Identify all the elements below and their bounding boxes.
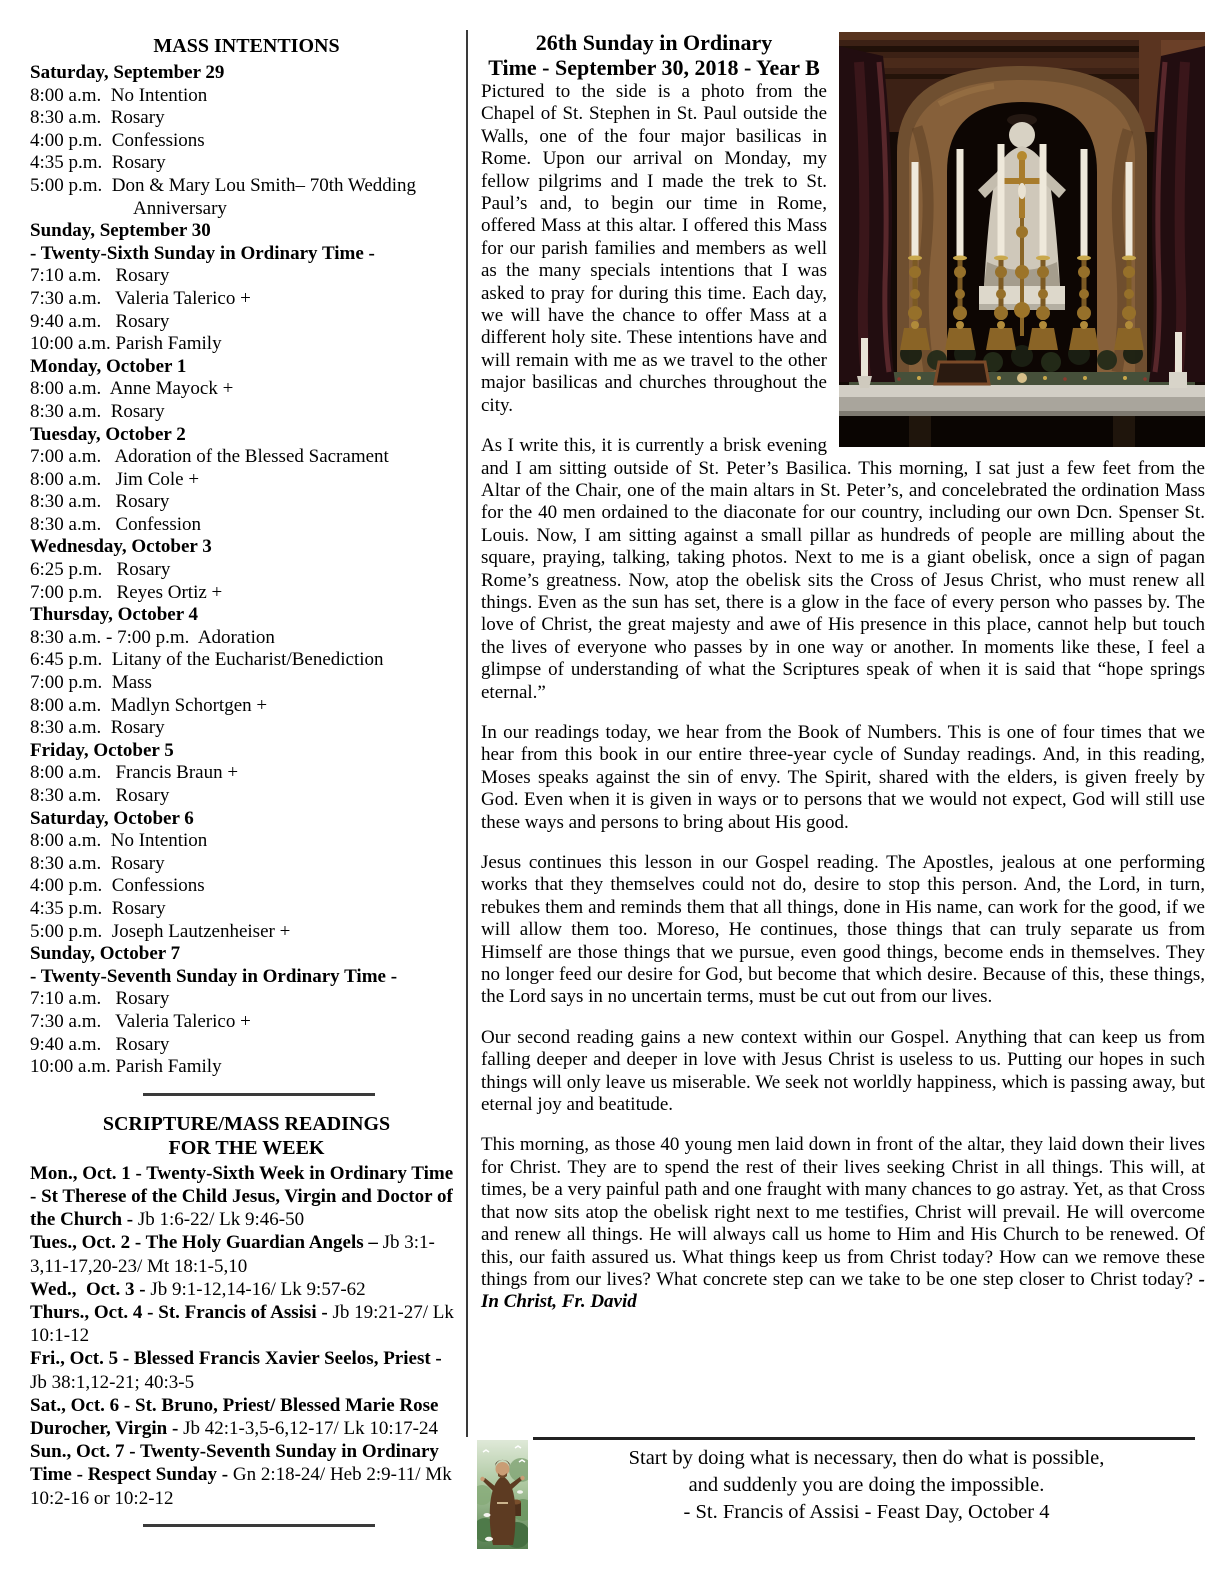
mass-intention-entry: 7:00 p.m. Mass (30, 672, 152, 694)
mass-intention-entry: 7:30 a.m. Valeria Talerico + (30, 1010, 251, 1032)
reading-item: Tues., Oct. 2 - The Holy Guardian Angels – Jb 3:1-3,11-17,20-23/ Mt 18:1-5,10 (30, 1232, 435, 1277)
left-column (30, 34, 463, 1527)
mass-intentions-title: MASS INTENTIONS (153, 35, 340, 57)
quote-text (528, 1440, 1205, 1549)
reading-item: Fri., Oct. 5 - Blessed Francis Xavier Seelos, Priest - Jb 38:1,12-21; 40:3-5 (30, 1348, 447, 1393)
mass-intention-entry: 7:30 a.m. Valeria Talerico + (30, 287, 251, 309)
mass-intention-entry: 7:00 a.m. Adoration of the Blessed Sacrament (30, 446, 389, 468)
mass-intention-entry: 4:00 p.m. Confessions (30, 875, 205, 897)
mass-intention-entry: 9:40 a.m. Rosary (30, 310, 170, 332)
article-paragraph: Our second reading gains a new context within our Gospel. Anything that can keep us from falling deeper and deeper in love with Jesus Christ is useless to us. Putting our hopes in such things will only leave us miserable. We seek not worldly happiness, which is passing away, but eternal joy and beatitude. (481, 1026, 1205, 1116)
mass-intention-entry: 8:30 a.m. Rosary (30, 491, 170, 513)
reading-item: Thurs., Oct. 4 - St. Francis of Assisi - Jb 19:21-27/ Lk 10:1-12 (30, 1301, 459, 1347)
st-francis-image (477, 1440, 528, 1549)
article-signature: - In Christ, Fr. David (481, 1268, 1206, 1313)
article-paragraph: As I write this, it is currently a brisk evening and I am sitting outside of St. Peter’s Basilica. This morning, I sat just a few feet from the Altar of the Chair, one of the main altars in St. Peter’s, and concelebrated the ordination Mass for the 40 men ordained to the diaconate for our country, including our own Dcn. Spenser St. Louis. Now, I am sitting against a small pillar as hundreds of people are milling about the square, praying, talking, taking photos. Next to me is a giant obelisk, once a sign of pagan Rome’s greatness. Now, atop the obelisk sits the Cross of Jesus Christ, who must renew all things. Even as the sun has set, there is a glow in the face of every person who passes by. The love of Christ, the great majesty and awe of His presence in this place, cannot help but touch the lives of everyone who passes by in one way or another. In moments like these, I feel a glimpse of understanding of what the Scriptures speak of when it is said that “hope springs eternal.” (481, 435, 1205, 703)
reading-item: Sat., Oct. 6 - St. Bruno, Priest/ Blessed Marie Rose Durocher, Virgin - Jb 42:1-3,5-6,12-17/ Lk 10:17-24 (30, 1394, 444, 1439)
mass-intention-entry: 4:35 p.m. Rosary (30, 152, 166, 174)
article (481, 30, 1205, 1332)
article-title-line2: Time - September 30, 2018 - Year B (488, 55, 820, 80)
mass-intention-entry: 8:30 a.m. Rosary (30, 107, 165, 129)
mass-intention-entry: 8:30 a.m. Rosary (30, 400, 165, 422)
mass-intention-entry: 10:00 a.m. Parish Family (30, 333, 222, 355)
quote-line-2: and suddenly you are doing the impossible. (688, 1474, 1045, 1496)
mass-intention-day: - Twenty-Sixth Sunday in Ordinary Time - (30, 242, 375, 264)
altar-photo-graphic (839, 32, 1205, 447)
mass-intention-day: Saturday, September 29 (30, 62, 225, 83)
quote-line-3: - St. Francis of Assisi - Feast Day, October 4 (683, 1501, 1050, 1523)
mass-intention-entry: 8:30 a.m. Confession (30, 513, 201, 535)
quote-block (477, 1440, 1205, 1549)
mass-intention-entry: 8:00 a.m. Francis Braun + (30, 762, 239, 784)
article-title-line1: 26th Sunday in Ordinary (535, 30, 773, 55)
reading-item: Mon., Oct. 1 - Twenty-Sixth Week in Ordinary Time - St Therese of the Child Jesus, Virgin and Doctor of the Church - Jb 1:6-22/ Lk 9:46-50 (30, 1162, 458, 1231)
st-francis-graphic (477, 1440, 528, 1549)
article-paragraph: This morning, as those 40 young men laid down in front of the altar, they laid down their lives for Christ. They are to spend the rest of their lives seeking Christ in all things. This will, at times, be a very painful path and one fraught with many chances to go astray. Yet, as that Cross that now sits atop the obelisk right next to me testifies, Christ will prevail. He will overcome and renew all things. He will always call us home to Him and His Church to be renewed. Of this, our faith assured us. What things keep us from Christ today? How can we remove these things from our lives? What concrete step can we take to be one step closer to Christ today? - In Christ, Fr. David (481, 1134, 1206, 1313)
mass-intention-entry: 8:30 a.m. - 7:00 p.m. Adoration (30, 626, 275, 648)
mass-intention-entry: 8:30 a.m. Rosary (30, 785, 170, 806)
readings-title-line1: SCRIPTURE/MASS READINGS (102, 1112, 391, 1135)
mass-intention-entry: 8:00 a.m. No Intention (30, 830, 208, 852)
mass-intention-entry: 9:40 a.m. Rosary (30, 1033, 170, 1055)
article-paragraph: Pictured to the side is a photo from the Chapel of St. Stephen in St. Paul outside the Walls, one of the four major basilicas in Rome. Upon our arrival on Monday, my fellow pilgrims and I made the trek to St. Paul’s and, to begin our time in Rome, offered Mass at this altar. I offered this Mass for our parish families and members as well as the many specials intentions that I was asked to pray for during this time. Each day, we will have the chance to offer Mass at a different holy site. These intentions have and will remain with me as we travel to the other major basilicas and churches throughout the city. (481, 81, 827, 416)
mass-intention-entry: 6:45 p.m. Litany of the Eucharist/Benediction (30, 649, 384, 671)
mass-intentions-list (30, 62, 463, 1079)
mass-intention-entry: 8:00 a.m. No Intention (30, 84, 208, 106)
mass-intention-day: Sunday, October 7 (30, 943, 181, 965)
mass-intention-day: - Twenty-Seventh Sunday in Ordinary Time - (30, 965, 398, 987)
readings-title-line2: FOR THE WEEK (168, 1136, 325, 1159)
mass-intention-day: Thursday, October 4 (30, 604, 199, 626)
mass-intention-entry: 7:10 a.m. Rosary (30, 265, 170, 287)
reading-item: Sun., Oct. 7 - Twenty-Seventh Sunday in Ordinary Time - Respect Sunday - Gn 2:18-24/ Heb 2:9-11/ Mk 10:2-16 or 10:2-12 (30, 1441, 457, 1509)
chapel-of-st-stephen-altar-photo (839, 32, 1205, 447)
mass-intention-entry: 8:00 a.m. Madlyn Schortgen + (30, 694, 268, 716)
mass-intention-day: Wednesday, October 3 (30, 536, 212, 558)
reading-item: Wed., Oct. 3 - Jb 9:1-12,14-16/ Lk 9:57-62 (30, 1278, 366, 1300)
mass-intention-entry: 10:00 a.m. Parish Family (30, 1056, 222, 1078)
mass-intention-entry: 6:25 p.m. Rosary (30, 559, 171, 581)
mass-intention-entry: 5:00 p.m. Joseph Lautzenheiser + (30, 920, 291, 942)
column-rule (466, 30, 468, 1437)
mass-intention-day: Monday, October 1 (30, 355, 187, 377)
readings-list (30, 1162, 463, 1510)
mass-intention-entry: 7:10 a.m. Rosary (30, 988, 170, 1010)
left-divider-1 (143, 1093, 375, 1096)
mass-intention-entry: 4:35 p.m. Rosary (30, 897, 166, 919)
mass-intention-day: Tuesday, October 2 (30, 423, 186, 445)
article-paragraph: In our readings today, we hear from the Book of Numbers. This is one of four times that we hear from this book in our entire three-year cycle of Sunday readings. And, in this reading, Moses speaks against the sin of envy. The Spirit, shared with the elders, is given freely by God. Even when it is given in ways or to persons that we would not expect, God will still use these ways and persons to bring about His good. (481, 721, 1205, 833)
article-paragraph: Jesus continues this lesson in our Gospel reading. The Apostles, jealous at one performing works that they themselves could not do, desire to stop this person. And, the Lord, in turn, rebukes them and reminds them that all things, done in His name, can work for the good, if we will allow them too. Moreso, He continues, those things that can truly separate us from Himself are those things that we pursue, even good things, become ends in themselves. They no longer feed our desire for God, but become that which desire. Because of this, these things, the Lord says in no uncertain terms, must be cut out from our lives. (481, 852, 1205, 1008)
mass-intention-day: Saturday, October 6 (30, 807, 194, 829)
mass-intention-entry: 7:00 p.m. Reyes Ortiz + (30, 581, 223, 603)
mass-intention-entry: 8:30 a.m. Rosary (30, 852, 165, 874)
mass-intention-day: Friday, October 5 (30, 739, 174, 761)
mass-intention-entry: 8:00 a.m. Anne Mayock + (30, 378, 234, 400)
quote-line-1: Start by doing what is necessary, then do what is possible, (628, 1447, 1105, 1469)
mass-intention-entry: 4:00 p.m. Confessions (30, 129, 205, 151)
mass-intention-entry: 5:00 p.m. Don & Mary Lou Smith– 70th Wedding Anniversary (30, 174, 420, 219)
mass-intention-entry: 8:00 a.m. Jim Cole + (30, 468, 200, 490)
left-divider-2 (143, 1524, 375, 1527)
mass-intention-day: Sunday, September 30 (30, 220, 211, 242)
mass-intention-entry: 8:30 a.m. Rosary (30, 717, 165, 739)
